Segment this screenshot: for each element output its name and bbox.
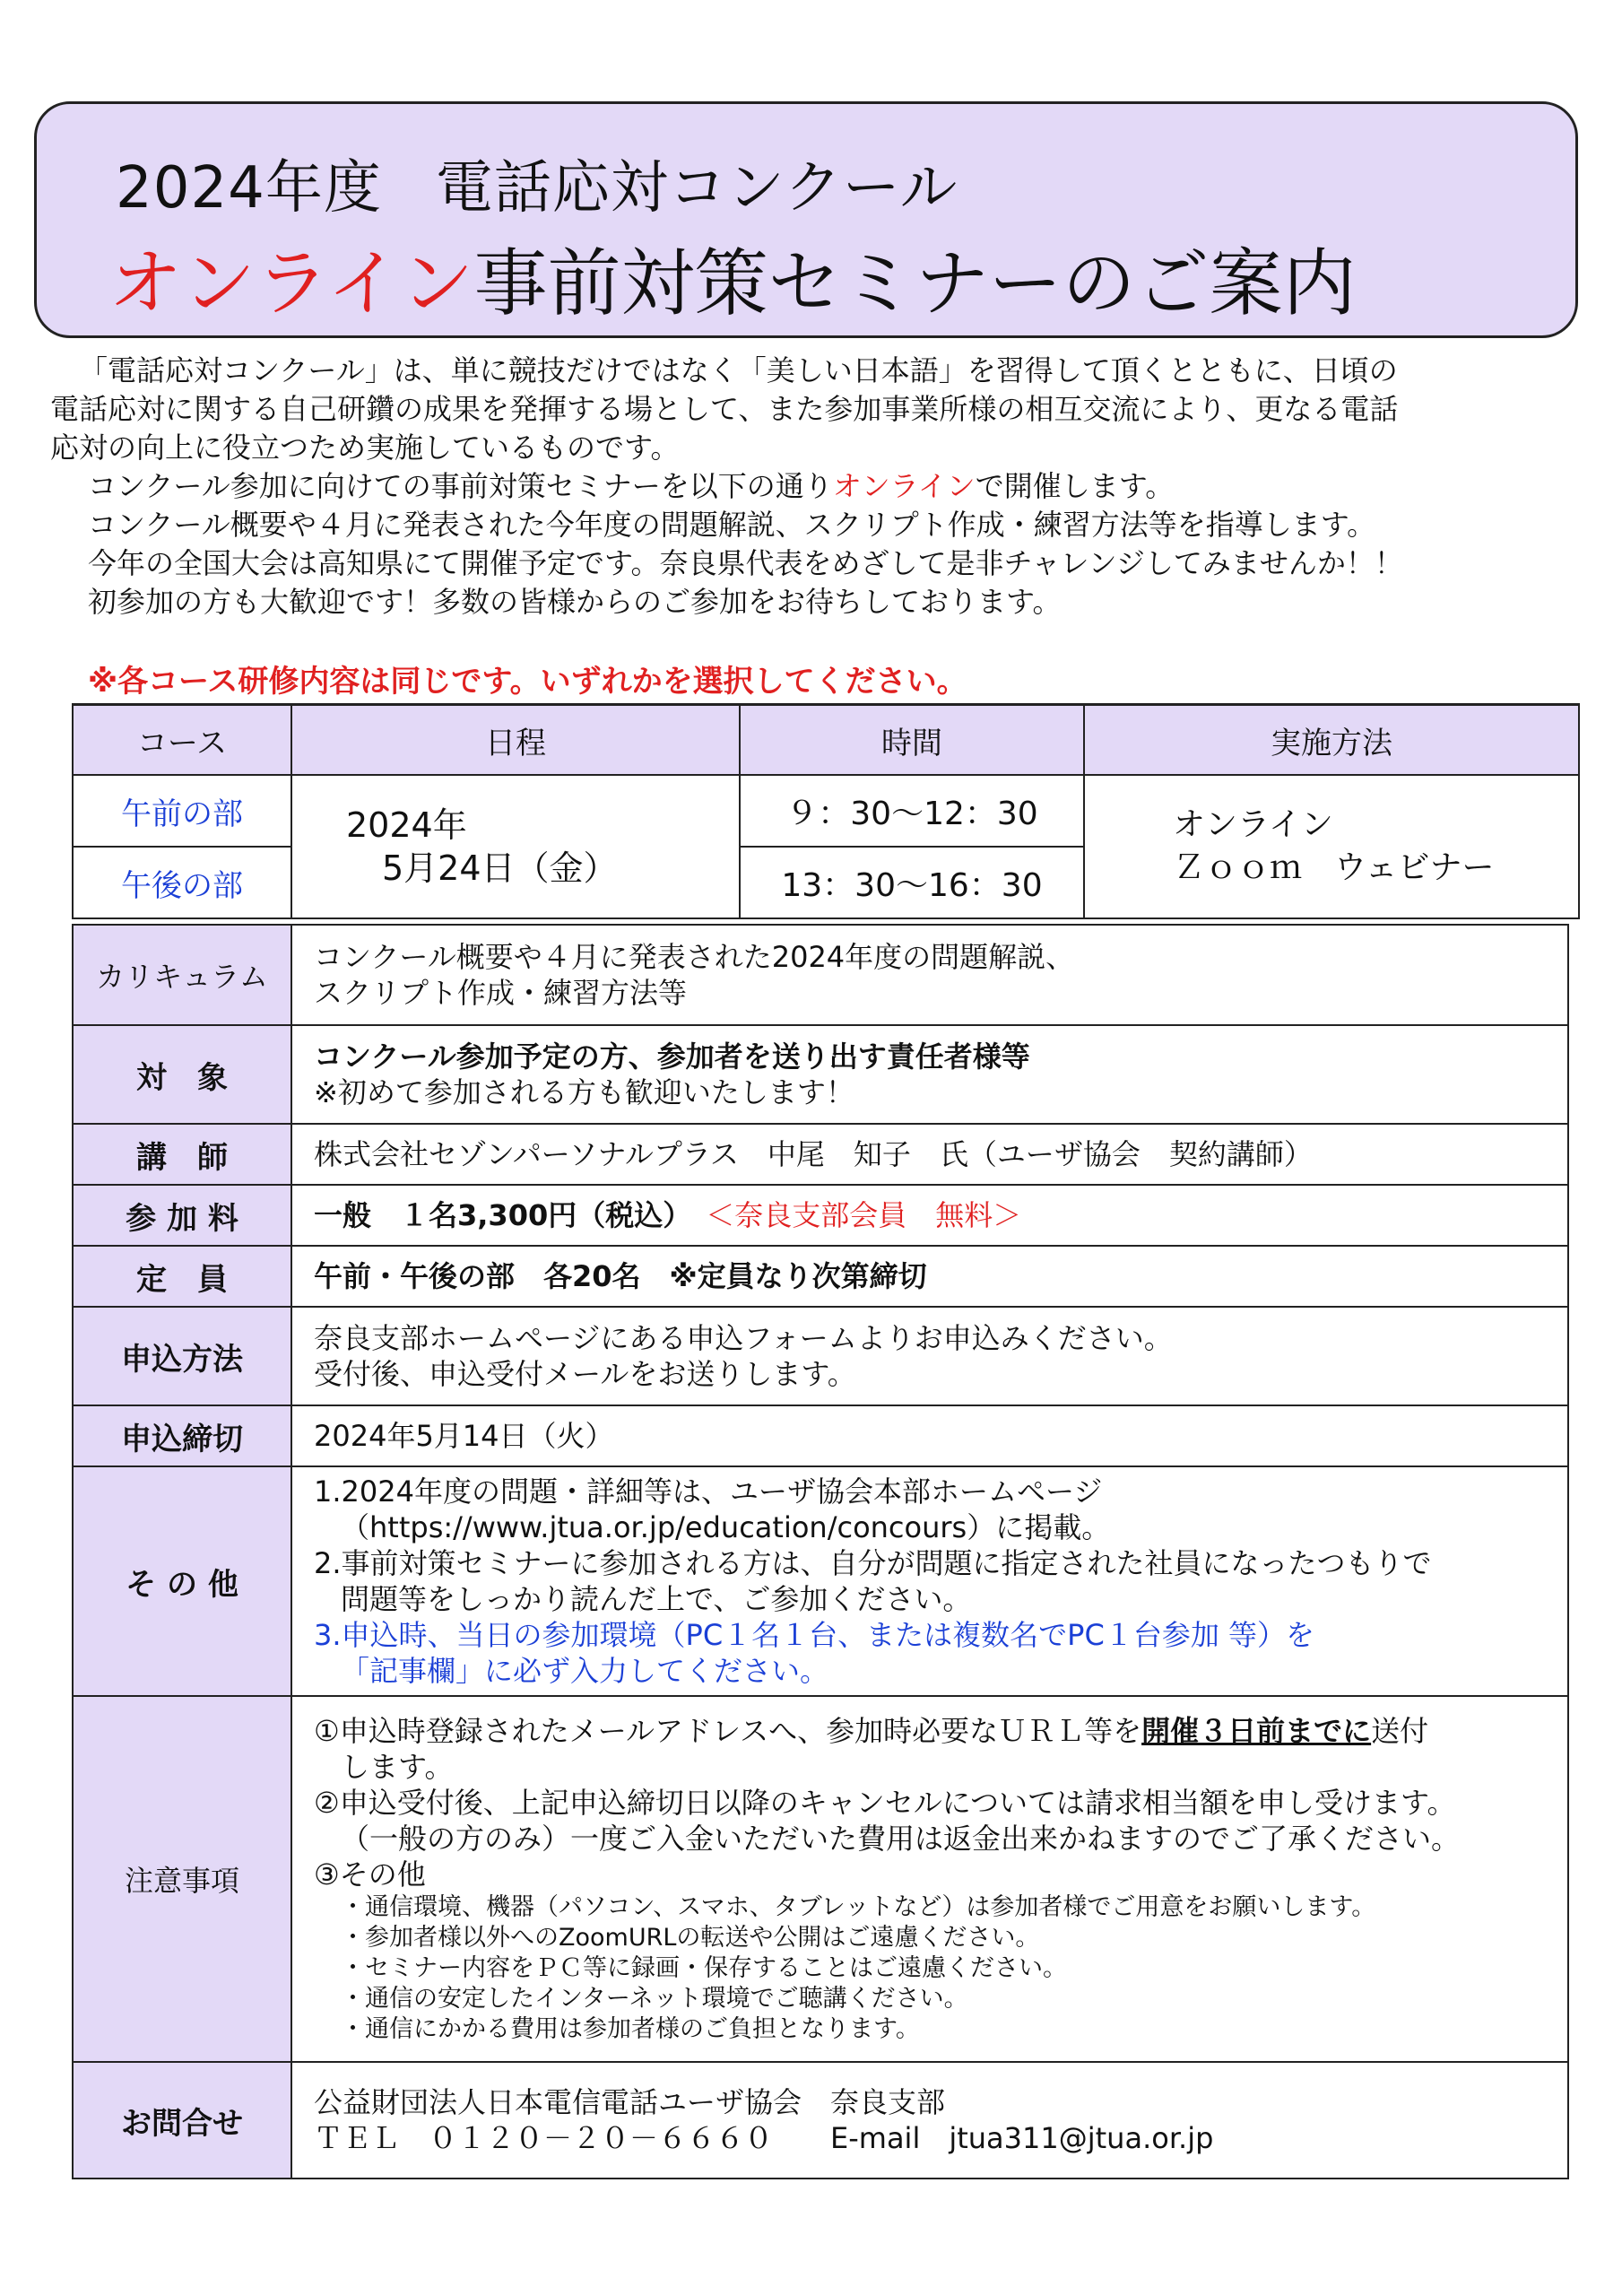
title-line-1 bbox=[116, 142, 958, 224]
title-contest: 電話応対コンクール bbox=[435, 155, 958, 222]
target-value: コンクール参加予定の方、参加者を送り出す責任者様等 ※初めて参加される方も歓迎いたします！ bbox=[291, 1025, 1568, 1124]
header-method: 実施方法 bbox=[1084, 705, 1579, 776]
other-label: そ の 他 bbox=[73, 1466, 291, 1696]
schedule-table bbox=[72, 703, 1580, 919]
fee-label: 参 加 料 bbox=[73, 1185, 291, 1246]
intro-line: 電話応対に関する自己研鑽の成果を発揮する場として、また参加事業所様の相互交流により、更なる電話 bbox=[50, 392, 1399, 426]
curriculum-label: カリキュラム bbox=[73, 925, 291, 1025]
intro-text bbox=[50, 352, 1574, 622]
title-seminar: 事前対策セミナーのご案内 bbox=[473, 241, 1357, 326]
deadline-label: 申込締切 bbox=[73, 1405, 291, 1466]
caution-label: 注意事項 bbox=[73, 1696, 291, 2062]
capacity-value: 午前・午後の部 各20名 ※定員なり次第締切 bbox=[291, 1246, 1568, 1307]
intro-line: コンクール概要や４月に発表された今年度の問題解説、スクリプト作成・練習方法等を指導します。 bbox=[88, 508, 1376, 542]
schedule-method: オンライン Ｚｏｏｍ ウェビナー bbox=[1084, 775, 1579, 918]
header-course: コース bbox=[73, 705, 291, 776]
deadline-value: 2024年5月14日（火） bbox=[291, 1405, 1568, 1466]
course-pm: 午後の部 bbox=[73, 847, 291, 918]
intro-line: コンクール参加に向けての事前対策セミナーを以下の通りオンラインで開催します。 bbox=[88, 469, 1175, 503]
curriculum-value: コンクール概要や４月に発表された2024年度の問題解説、 スクリプト作成・練習方法等 bbox=[291, 925, 1568, 1025]
title-year: 2024年度 bbox=[116, 155, 382, 222]
caution-value: ①申込時登録されたメールアドレスへ、参加時必要なＵＲＬ等を開催３日前までに送付 します。 ②申込受付後、上記申込締切日以降のキャンセルについては請求相当額を申し受けます。 （一般の方のみ）一度ご入金いただいた費用は返金出来かねますのでご了承ください。 ③その他 ・通信環境、機器（パソコン、スマホ、タブレットなど）は参加者様でご用意をお願いします。 ・参加者様以外へのZoomURLの転送や公開はご遠慮ください。 ・セミナー内容をＰＣ等に録画・保存することはご遠慮ください。 ・通信の安定したインターネット環境でご聴講ください。 ・通信にかかる費用は参加者様のご負担となります。 bbox=[291, 1696, 1568, 2062]
lecturer-label: 講 師 bbox=[73, 1124, 291, 1185]
title-line-2 bbox=[108, 225, 1357, 330]
info-table bbox=[72, 924, 1569, 2179]
contact-value: 公益財団法人日本電信電話ユーザ協会 奈良支部 ＴＥＬ ０１２０－２０－６６６０ E-mail jtua311@jtua.or.jp bbox=[291, 2062, 1568, 2179]
schedule-date: 2024年 5月24日（金） bbox=[291, 775, 740, 918]
apply-value: 奈良支部ホームページにある申込フォームよりお申込みください。 受付後、申込受付メールをお送りします。 bbox=[291, 1307, 1568, 1405]
header-time: 時間 bbox=[740, 705, 1084, 776]
course-am: 午前の部 bbox=[73, 775, 291, 847]
intro-line: 「電話応対コンクール」は、単に競技だけではなく「美しい日本語」を習得して頂くとともに、日頃の bbox=[79, 353, 1398, 387]
title-online: オンライン bbox=[108, 241, 474, 326]
intro-line: 今年の全国大会は高知県にて開催予定です。奈良県代表をめざして是非チャレンジしてみませんか！！ bbox=[88, 546, 1403, 580]
lecturer-value: 株式会社セゾンパーソナルプラス 中尾 知子 氏（ユーザ協会 契約講師） bbox=[291, 1124, 1568, 1185]
header-date: 日程 bbox=[291, 705, 740, 776]
contact-label: お問合せ bbox=[73, 2062, 291, 2179]
capacity-label: 定 員 bbox=[73, 1246, 291, 1307]
course-notice: ※各コース研修内容は同じです。いずれかを選択してください。 bbox=[88, 664, 967, 700]
target-label: 対 象 bbox=[73, 1025, 291, 1124]
other-value: 1.2024年度の問題・詳細等は、ユーザ協会本部ホームページ （https://www.jtua.or.jp/education/concours）に掲載。 2.事前対策セミナーに参加される方は、自分が問題に指定された社員になったつもりで 問題等をしっかり読んだ上で、ご参加ください。 3.申込時、当日の参加環境（PC１名１台、または複数名でPC１台参加 等）を 「記事欄」に必ず入力してください。 bbox=[291, 1466, 1568, 1696]
intro-line: 初参加の方も大歓迎です！多数の皆様からのご参加をお待ちしております。 bbox=[88, 585, 1062, 619]
time-am: ９：30～12：30 bbox=[740, 775, 1084, 847]
intro-line: 応対の向上に役立つため実施しているものです。 bbox=[50, 430, 680, 465]
title-banner bbox=[34, 101, 1578, 338]
apply-label: 申込方法 bbox=[73, 1307, 291, 1405]
time-pm: 13：30～16：30 bbox=[740, 847, 1084, 918]
fee-value: 一般 １名3,300円（税込） ＜奈良支部会員 無料＞ bbox=[291, 1185, 1568, 1246]
